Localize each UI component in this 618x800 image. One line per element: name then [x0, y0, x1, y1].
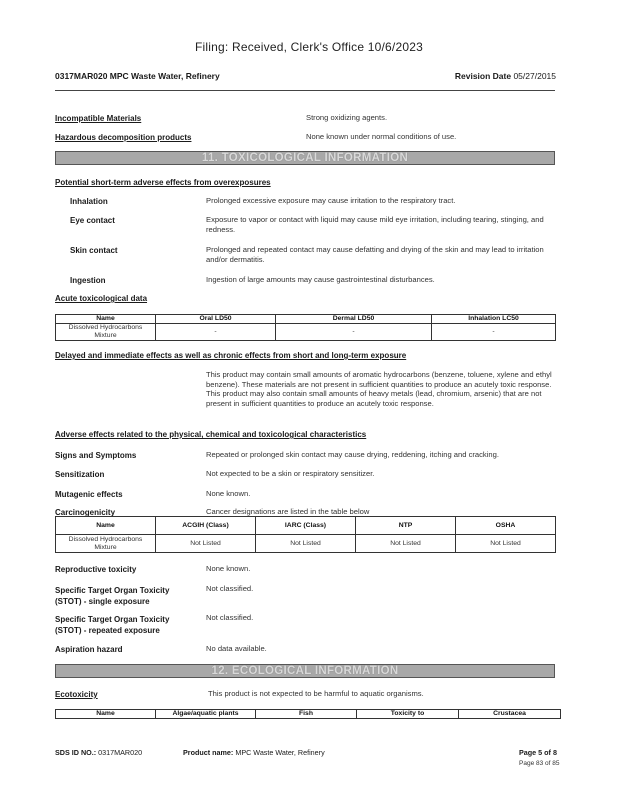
table-header-cell: OSHA	[456, 517, 556, 535]
signs-symptoms-label: Signs and Symptoms	[55, 451, 137, 460]
sensitization-value: Not expected to be a skin or respiratory sensitizer.	[206, 469, 375, 478]
mutagenic-value: None known.	[206, 489, 251, 498]
table-header-cell: Algae/aquatic plants	[156, 710, 256, 719]
incompatible-materials-label: Incompatible Materials	[55, 114, 142, 123]
revision-date-value: 05/27/2015	[513, 71, 556, 81]
ecotoxicity-value: This product is not expected to be harmful to aquatic organisms.	[208, 689, 424, 698]
table-header-cell: Dermal LD50	[276, 315, 432, 324]
revision-date-label: Revision Date	[454, 71, 512, 81]
table-header-row	[56, 710, 561, 719]
incompatible-materials-value: Strong oxidizing agents.	[306, 113, 388, 122]
sds-id-value: 0317MAR020	[98, 748, 143, 757]
table-header-cell: Toxicity to	[357, 710, 459, 719]
footer-sds-id	[55, 748, 142, 757]
table-header-cell: Crustacea	[459, 710, 561, 719]
sensitization-label: Sensitization	[55, 470, 105, 479]
acute-tox-table	[55, 314, 556, 341]
ecotoxicity-table	[55, 709, 561, 719]
table-row	[56, 324, 556, 341]
court-page-number: Page 83 of 85	[519, 760, 560, 767]
table-header-cell: Inhalation LC50	[432, 315, 556, 324]
table-header-cell: ACGIH (Class)	[156, 517, 256, 535]
table-cell: Not Listed	[256, 535, 356, 553]
table-header-cell: NTP	[356, 517, 456, 535]
table-header-cell: Name	[56, 315, 156, 324]
stot-single-value: Not classified.	[206, 584, 254, 593]
carcinogenicity-value: Cancer designations are listed in the table below	[206, 507, 370, 516]
ecotoxicity-label: Ecotoxicity	[55, 690, 98, 699]
table-header-cell: Fish	[256, 710, 357, 719]
short-term-effects-heading: Potential short-term adverse effects from overexposures	[55, 178, 271, 187]
table-cell: -	[432, 324, 556, 341]
footer-product-name	[183, 748, 325, 757]
table-header-cell: Name	[56, 710, 156, 719]
table-row	[56, 535, 556, 553]
product-name-label: Product name:	[183, 748, 234, 757]
skin-contact-value: Prolonged and repeated contact may cause defatting and drying of the skin and may lead to irritation and/or dermatitis.	[206, 245, 544, 264]
product-name-value: MPC Waste Water, Refinery	[235, 748, 325, 757]
document-title: 0317MAR020 MPC Waste Water, Refinery	[55, 71, 220, 81]
stot-single-label: Specific Target Organ Toxicity (STOT) - single exposure	[55, 586, 170, 606]
signs-symptoms-value: Repeated or prolonged skin contact may cause drying, reddening, itching and cracking.	[206, 450, 499, 459]
table-header-row	[56, 315, 556, 324]
section-11-banner: 11. TOXICOLOGICAL INFORMATION	[55, 151, 555, 165]
skin-contact-label: Skin contact	[70, 246, 118, 255]
mutagenic-label: Mutagenic effects	[55, 490, 123, 499]
table-cell: Not Listed	[156, 535, 256, 553]
eye-contact-label: Eye contact	[70, 216, 115, 225]
table-cell: Not Listed	[356, 535, 456, 553]
eye-contact-value: Exposure to vapor or contact with liquid may cause mild eye irritation, including tearing, stinging, and redness.	[206, 215, 544, 234]
inhalation-label: Inhalation	[70, 197, 108, 206]
table-header-cell: Oral LD50	[156, 315, 276, 324]
sds-id-label: SDS ID NO.:	[55, 748, 97, 757]
acute-tox-heading: Acute toxicological data	[55, 294, 148, 303]
aspiration-label: Aspiration hazard	[55, 645, 123, 654]
delayed-effects-heading: Delayed and immediate effects as well as chronic effects from short and long-term exposure	[55, 351, 407, 360]
table-header-cell: Name	[56, 517, 156, 535]
section-12-banner: 12. ECOLOGICAL INFORMATION	[55, 664, 555, 678]
table-cell: -	[156, 324, 276, 341]
decomposition-products-label: Hazardous decomposition products	[55, 133, 192, 142]
table-cell: Not Listed	[456, 535, 556, 553]
decomposition-products-value: None known under normal conditions of use.	[306, 132, 457, 141]
stot-repeated-value: Not classified.	[206, 613, 254, 622]
carcinogenicity-table	[55, 516, 556, 553]
delayed-effects-text: This product may contain small amounts of aromatic hydrocarbons (benzene, toluene, xylene and ethyl benzene). These materials are not present in sufficient quantities to produce an acutely toxic response. This product may also contain small amounts of heavy metals (lead, chromium, arsenic) that are not present in sufficient quantities to produce an acutely toxic response.	[206, 370, 552, 408]
table-header-row	[56, 517, 556, 535]
page-number: Page 5 of 8	[519, 748, 557, 757]
table-cell: Dissolved Hydrocarbons Mixture	[56, 324, 156, 341]
header-rule	[55, 90, 555, 91]
ingestion-label: Ingestion	[70, 276, 106, 285]
table-cell: -	[276, 324, 432, 341]
reproductive-label: Reproductive toxicity	[55, 565, 137, 574]
reproductive-value: None known.	[206, 564, 251, 573]
carcinogenicity-label: Carcinogenicity	[55, 508, 116, 517]
adverse-effects-heading: Adverse effects related to the physical, chemical and toxicological characteristics	[55, 430, 367, 439]
revision-date	[455, 71, 556, 81]
filing-stamp: Filing: Received, Clerk's Office 10/6/2023	[195, 40, 423, 54]
ingestion-value: Ingestion of large amounts may cause gastrointestinal disturbances.	[206, 275, 435, 284]
inhalation-value: Prolonged excessive exposure may cause irritation to the respiratory tract.	[206, 196, 456, 205]
aspiration-value: No data available.	[206, 644, 267, 653]
stot-repeated-label: Specific Target Organ Toxicity (STOT) - repeated exposure	[55, 615, 170, 635]
table-header-cell: IARC (Class)	[256, 517, 356, 535]
table-cell: Dissolved Hydrocarbons Mixture	[56, 535, 156, 553]
